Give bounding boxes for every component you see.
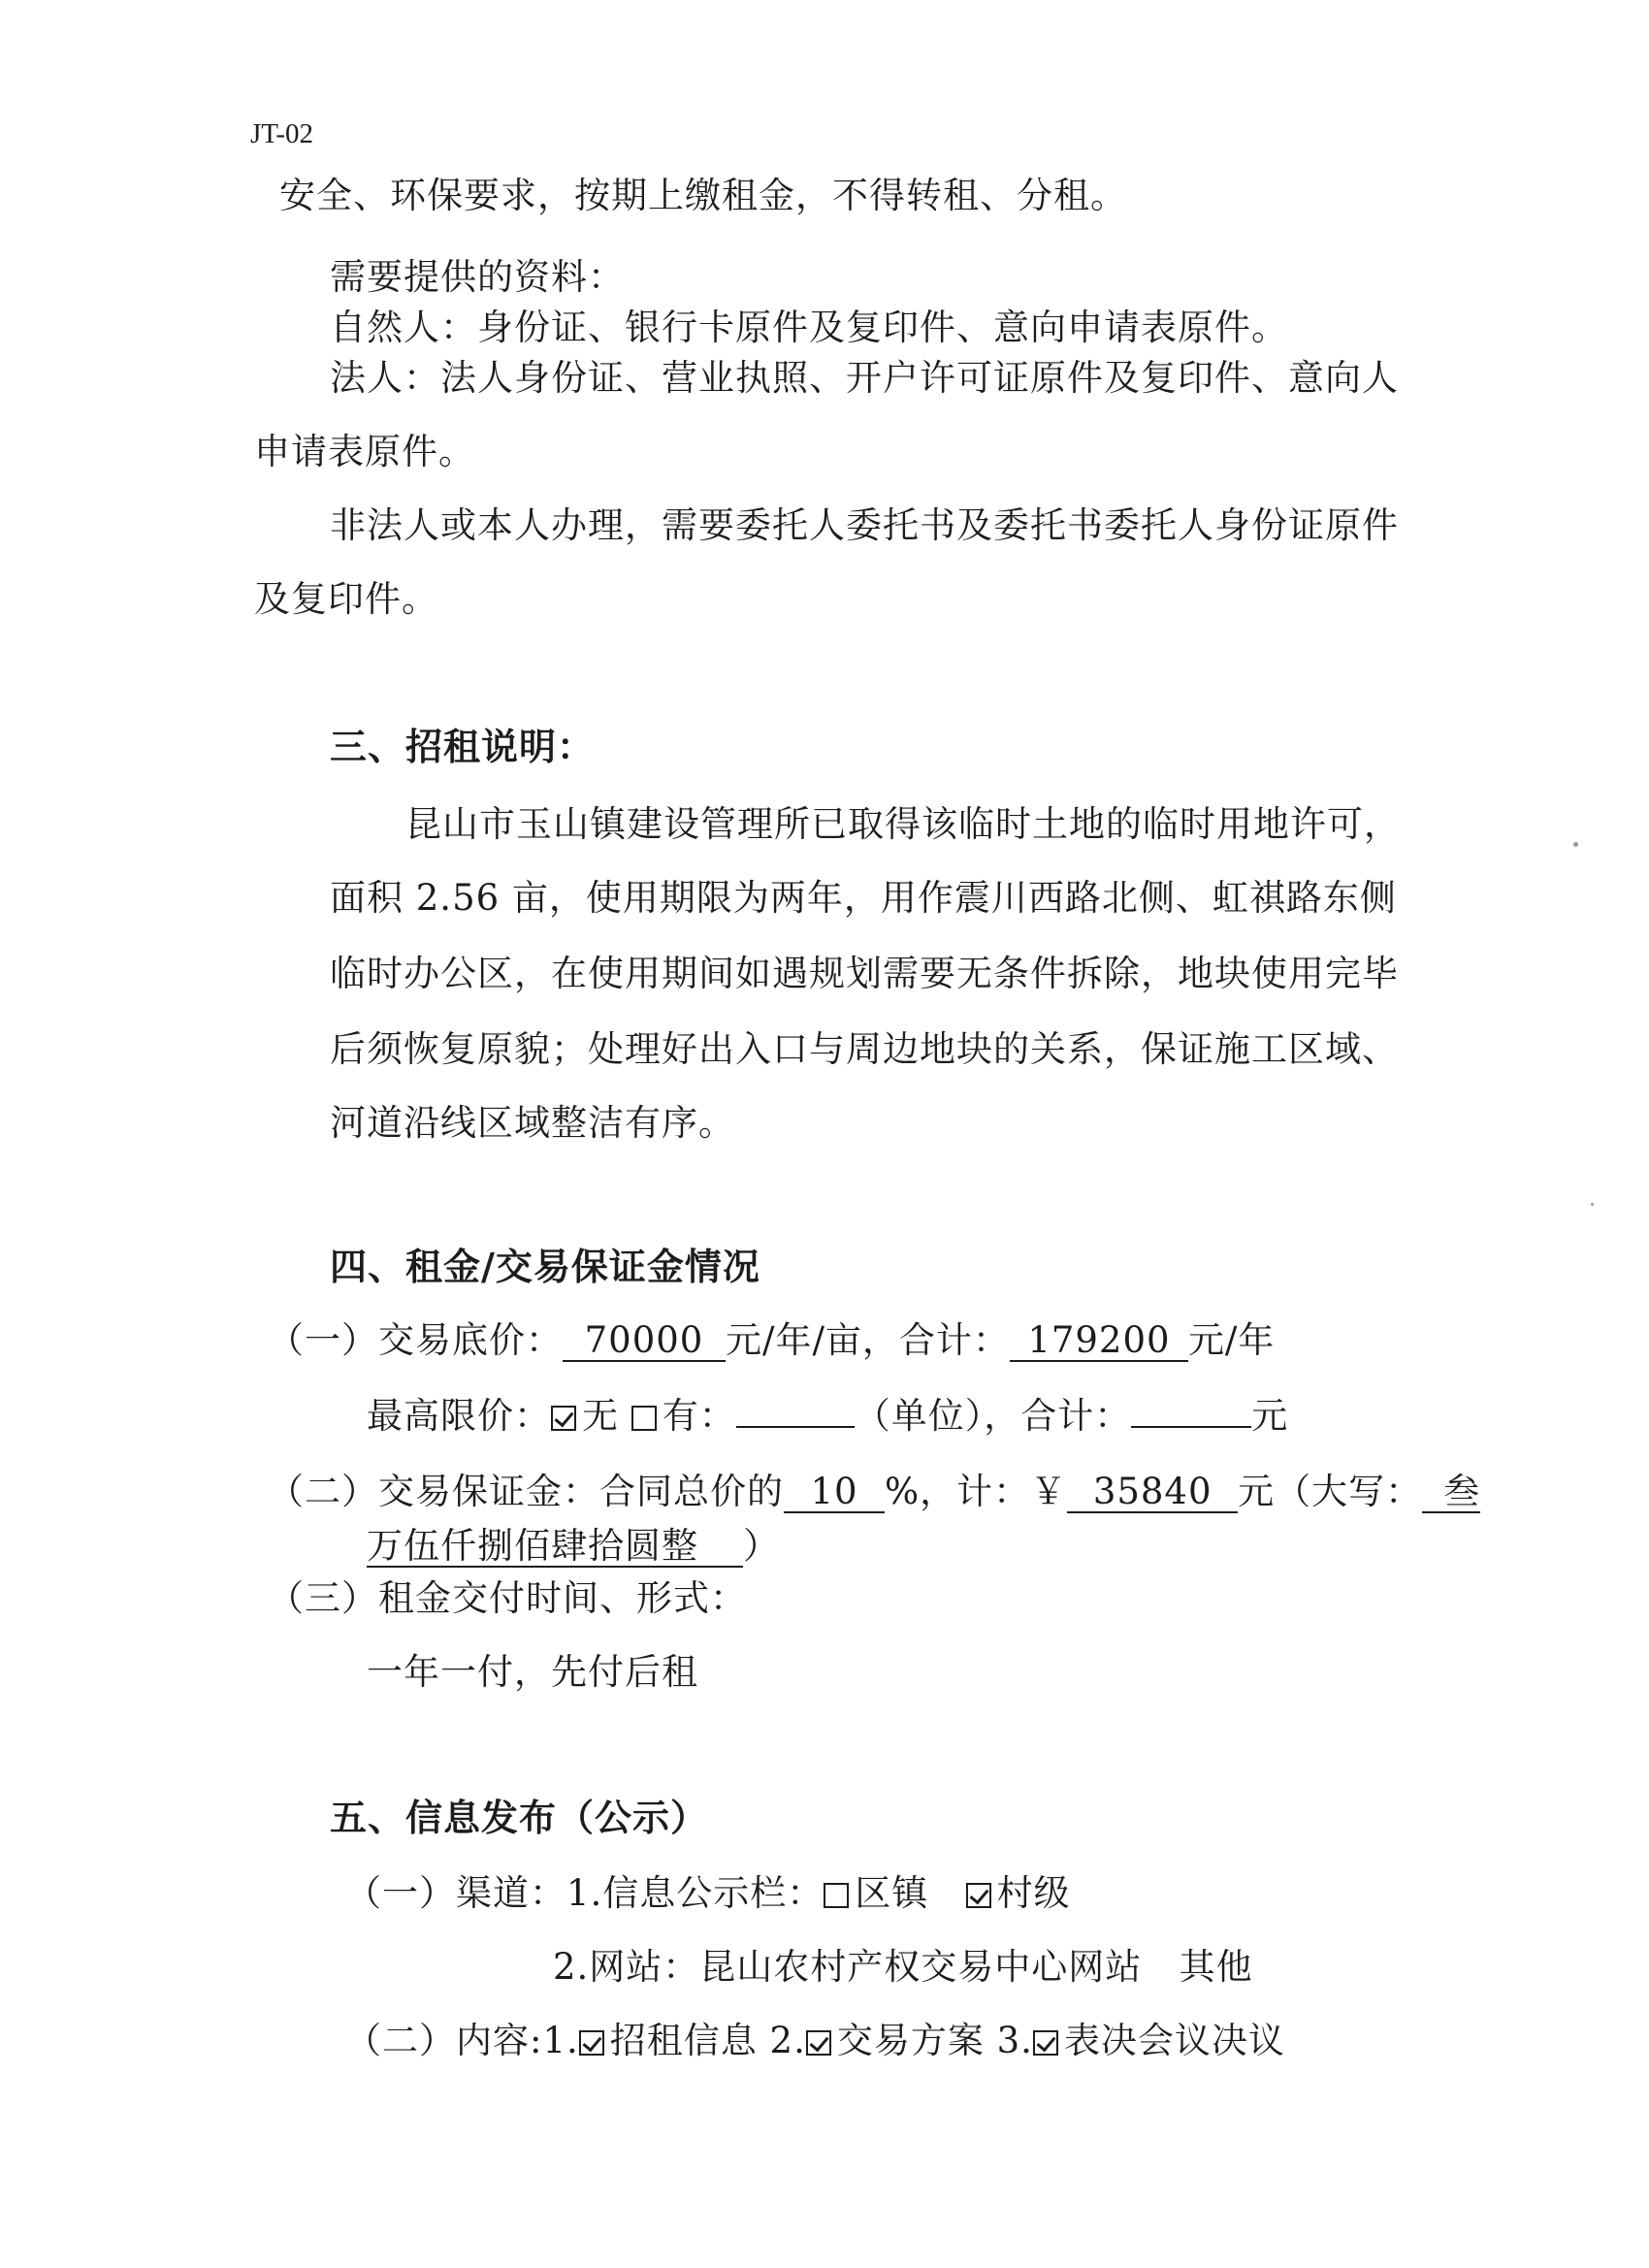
content-item-2: 交易方案 3.	[836, 2020, 1033, 2061]
content-row	[345, 2018, 1285, 2064]
channel-town: 区镇	[855, 1872, 929, 1914]
max-price-value	[736, 1426, 855, 1428]
deposit-mid: %，计：￥	[885, 1471, 1068, 1512]
max-total-unit: 元	[1251, 1395, 1289, 1437]
content-item-1: 招租信息 2.	[609, 2020, 806, 2061]
deposit-upper-part1: 叁	[1422, 1473, 1480, 1513]
text-line: 法人：法人身份证、营业执照、开户许可证原件及复印件、意向人	[330, 357, 1399, 399]
channel-label: （一）渠道：1.信息公示栏：	[345, 1872, 824, 1914]
section-heading: 三、招租说明：	[330, 725, 596, 768]
max-price-label: 最高限价：	[367, 1395, 551, 1437]
deposit-row	[268, 1469, 1480, 1515]
scan-speck	[1591, 1203, 1594, 1206]
channel-village: 村级	[996, 1872, 1071, 1914]
text-line: 自然人：身份证、银行卡原件及复印件、意向申请表原件。	[330, 307, 1288, 348]
checkbox-icon[interactable]	[579, 2030, 604, 2056]
base-price-label: （一）交易底价：	[268, 1319, 563, 1361]
deposit-row-cont	[367, 1523, 780, 1570]
total-unit: 元/年	[1187, 1319, 1276, 1361]
section-heading: 五、信息发布（公示）	[330, 1796, 709, 1839]
paragraph-line: 河道沿线区域整洁有序。	[330, 1102, 735, 1144]
content-item-3: 表决会议决议	[1063, 2020, 1285, 2061]
scan-speck	[1573, 842, 1578, 847]
deposit-close: ）	[743, 1525, 780, 1567]
deposit-rate: 10	[784, 1473, 885, 1513]
content-label: （二）内容:1.	[345, 2020, 579, 2061]
checkbox-icon[interactable]	[806, 2030, 831, 2056]
max-price-unit: （单位），合计：	[854, 1395, 1132, 1437]
deposit-label: （二）交易保证金：合同总价的	[268, 1471, 784, 1512]
max-total-value	[1131, 1426, 1251, 1428]
base-price-value: 70000	[563, 1321, 726, 1362]
paragraph-line: 临时办公区，在使用期间如遇规划需要无条件拆除，地块使用完毕	[330, 953, 1399, 994]
channel-web: 2.网站：昆山农村产权交易中心网站	[553, 1946, 1143, 1988]
max-none-label: 无	[582, 1395, 619, 1437]
doc-code: JT-02	[250, 118, 313, 149]
deposit-upper-part2: 万伍仟捌佰肆拾圆整	[367, 1527, 743, 1568]
checkbox-icon[interactable]	[631, 1406, 657, 1431]
text-line: 安全、环保要求，按期上缴租金，不得转租、分租。	[279, 175, 1127, 216]
max-price-row	[367, 1393, 1288, 1440]
max-has-label: 有：	[662, 1395, 736, 1437]
text-line: 申请表原件。	[254, 431, 475, 472]
payment-label: （三）租金交付时间、形式：	[268, 1577, 747, 1619]
checkbox-icon[interactable]	[824, 1883, 849, 1908]
checkbox-icon[interactable]	[966, 1883, 991, 1908]
deposit-upper-label: 元（大写：	[1238, 1471, 1423, 1512]
paragraph-line: 面积 2.56 亩，使用期限为两年，用作震川西路北侧、虹祺路东侧	[330, 877, 1397, 919]
paragraph-line: 昆山市玉山镇建设管理所已取得该临时土地的临时用地许可，	[405, 803, 1401, 845]
paragraph-line: 后须恢复原貌；处理好出入口与周边地块的关系，保证施工区域、	[330, 1028, 1399, 1070]
text-line: 需要提供的资料：	[330, 256, 625, 298]
deposit-amount: 35840	[1067, 1473, 1238, 1513]
text-line: 及复印件。	[254, 578, 438, 620]
base-price-row	[268, 1317, 1275, 1364]
channel-row	[345, 1870, 1071, 1917]
channel-web-row	[553, 1944, 1253, 1991]
payment-value: 一年一付，先付后租	[367, 1651, 698, 1693]
total-value: 179200	[1010, 1321, 1188, 1362]
checkbox-icon[interactable]	[1033, 2030, 1058, 2056]
text-line: 非法人或本人办理，需要委托人委托书及委托书委托人身份证原件	[330, 504, 1399, 546]
section-heading: 四、租金/交易保证金情况	[330, 1245, 760, 1288]
channel-other: 其他	[1179, 1946, 1253, 1988]
base-price-unit: 元/年/亩，合计：	[726, 1319, 1010, 1361]
checkbox-icon[interactable]	[551, 1406, 576, 1431]
